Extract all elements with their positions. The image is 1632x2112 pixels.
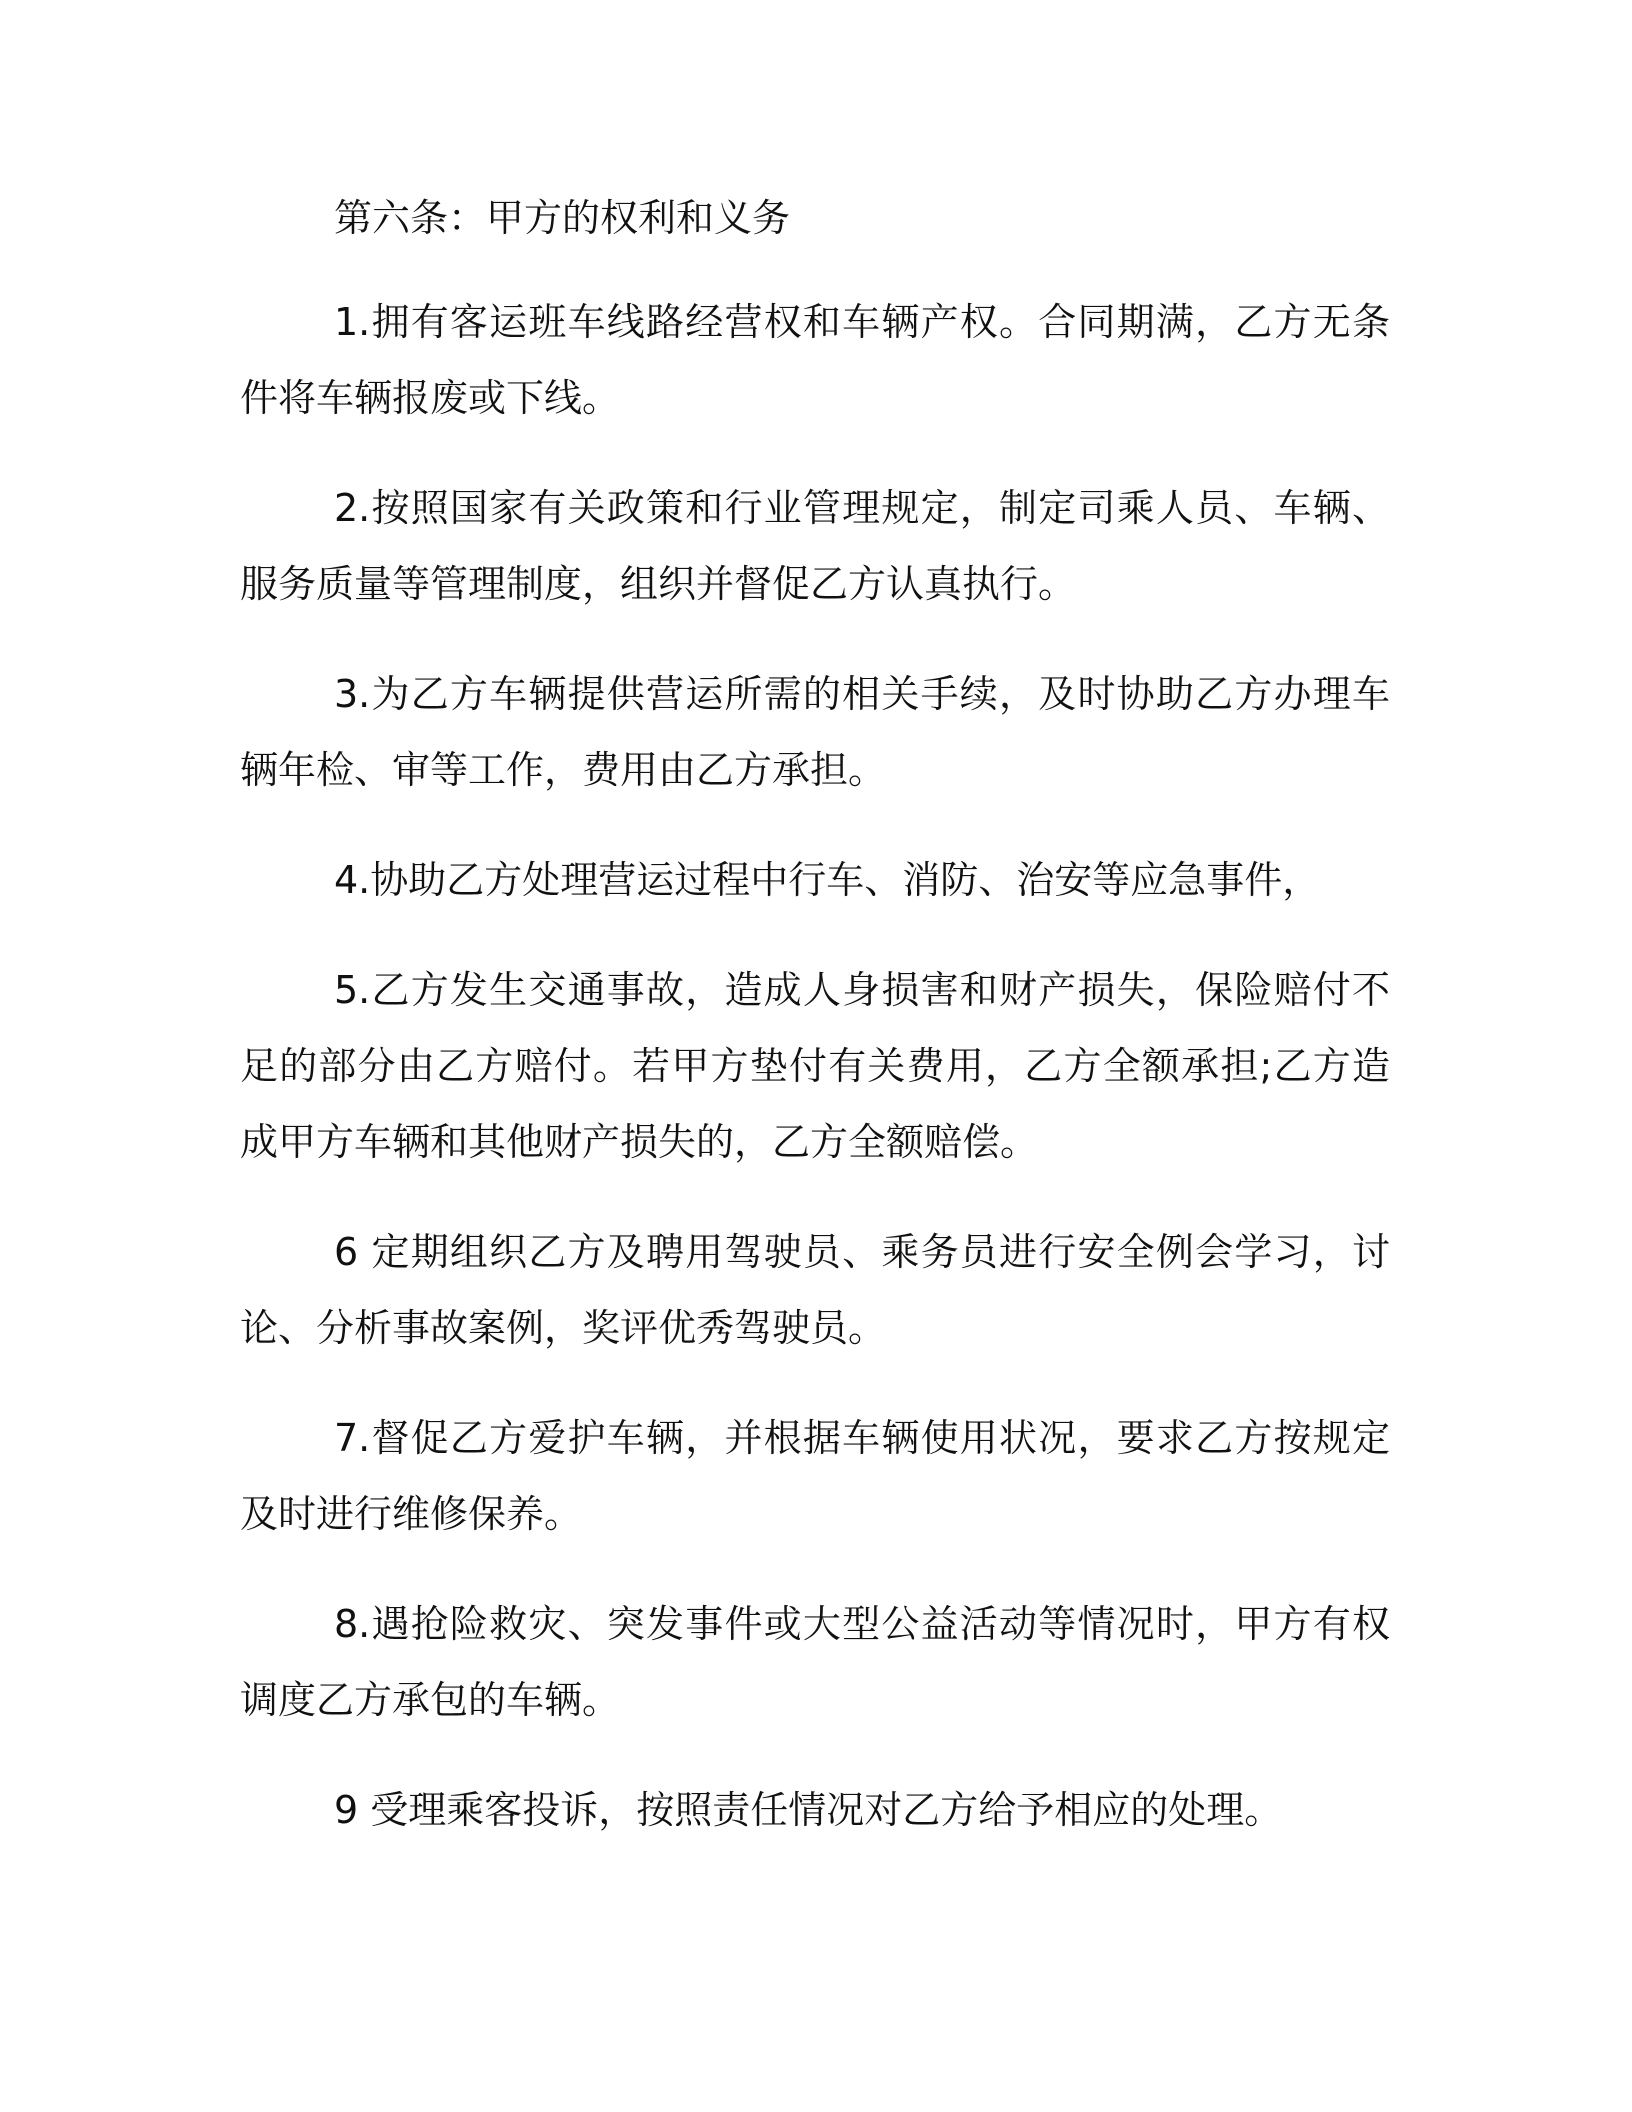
clause-9: 9 受理乘客投诉，按照责任情况对乙方给予相应的处理。 xyxy=(334,1788,1283,1832)
document-body xyxy=(240,190,1390,1882)
clause-5: 5.乙方发生交通事故，造成人身损害和财产损失，保险赔付不足的部分由乙方赔付。若甲方垫付有关费用，乙方全额承担;乙方造成甲方车辆和其他财产损失的，乙方全额赔偿。 xyxy=(240,968,1390,1164)
clause-3: 3.为乙方车辆提供营运所需的相关手续，及时协助乙方办理车辆年检、审等工作，费用由乙方承担。 xyxy=(240,672,1390,792)
article-heading: 第六条：甲方的权利和义务 xyxy=(334,196,791,240)
clause-2: 2.按照国家有关政策和行业管理规定，制定司乘人员、车辆、服务质量等管理制度，组织并督促乙方认真执行。 xyxy=(240,486,1390,606)
clause-7: 7.督促乙方爱护车辆，并根据车辆使用状况，要求乙方按规定及时进行维修保养。 xyxy=(240,1416,1390,1536)
clause-8: 8.遇抢险救灾、突发事件或大型公益活动等情况时，甲方有权调度乙方承包的车辆。 xyxy=(240,1602,1390,1722)
clause-6: 6 定期组织乙方及聘用驾驶员、乘务员进行安全例会学习，讨论、分析事故案例，奖评优秀驾驶员。 xyxy=(240,1230,1390,1350)
clause-1: 1.拥有客运班车线路经营权和车辆产权。合同期满，乙方无条件将车辆报废或下线。 xyxy=(240,300,1390,420)
clause-4: 4.协助乙方处理营运过程中行车、消防、治安等应急事件， xyxy=(334,858,1321,902)
